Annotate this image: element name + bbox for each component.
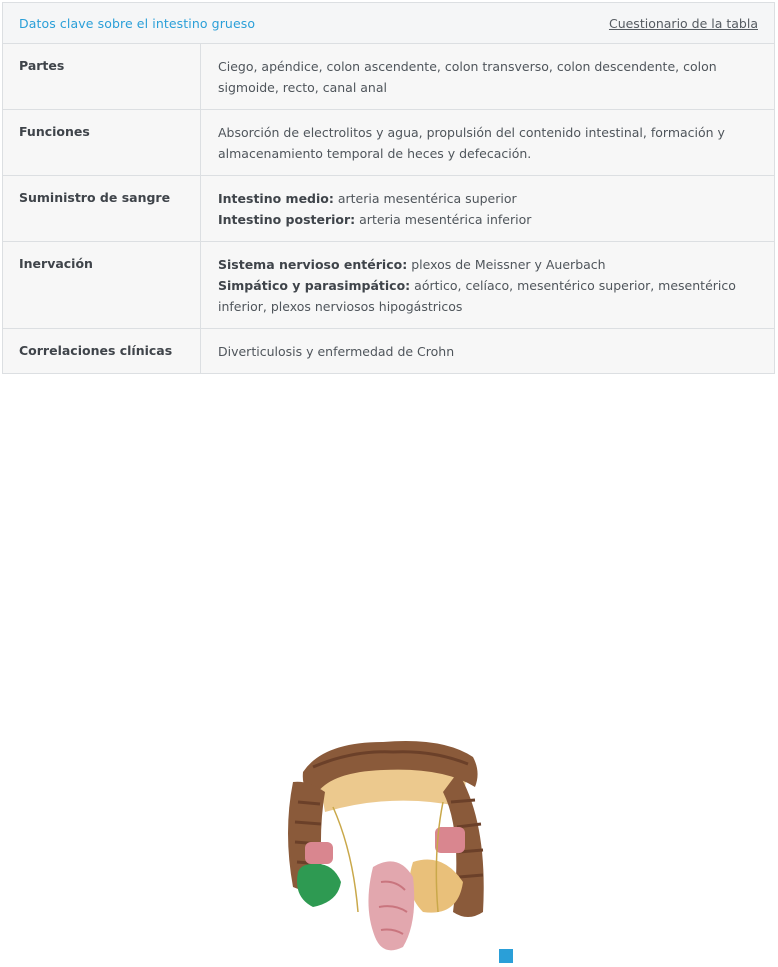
row-value-funciones xyxy=(201,110,774,175)
table-title: Datos clave sobre el intestino grueso xyxy=(19,15,256,31)
value-text: Ciego, apéndice, colon ascendente, colon transverso, colon descendente, colon sigmoide, recto, canal anal xyxy=(218,59,717,95)
value-text: aórtico, celíaco, mesentérico superior, mesentérico inferior, plexos nerviosos hipogástricos xyxy=(218,278,736,314)
table-row xyxy=(3,176,774,242)
value-term: Intestino posterior: xyxy=(218,212,356,227)
row-label-correlaciones: Correlaciones clínicas xyxy=(3,329,201,373)
value-text: Absorción de electrolitos y agua, propulsión del contenido intestinal, formación y almacenamiento temporal de heces y defecación. xyxy=(218,125,725,161)
value-term: Sistema nervioso entérico: xyxy=(218,257,408,272)
value-text: Diverticulosis y enfermedad de Crohn xyxy=(218,344,455,359)
value-term: Intestino medio: xyxy=(218,191,334,206)
value-text: arteria mesentérica inferior xyxy=(355,212,532,227)
row-value-correlaciones xyxy=(201,329,774,373)
large-intestine-drawing xyxy=(263,712,519,967)
value-text: plexos de Meissner y Auerbach xyxy=(407,257,606,272)
table-quiz-link[interactable]: Cuestionario de la tabla xyxy=(608,15,758,31)
value-line xyxy=(218,275,758,317)
table-row xyxy=(3,110,774,176)
key-facts-table xyxy=(2,2,775,374)
row-value-partes xyxy=(201,44,774,109)
table-row xyxy=(3,329,774,373)
value-line xyxy=(218,254,758,275)
row-label-partes: Partes xyxy=(3,44,201,109)
row-value-inervacion xyxy=(201,242,774,328)
row-label-suministro: Suministro de sangre xyxy=(3,176,201,241)
table-row xyxy=(3,242,774,329)
large-intestine-illustration xyxy=(263,712,519,967)
table-row xyxy=(3,44,774,110)
value-term: Simpático y parasimpático: xyxy=(218,278,411,293)
row-label-inervacion: Inervación xyxy=(3,242,201,328)
value-line xyxy=(218,209,758,230)
row-value-suministro xyxy=(201,176,774,241)
row-label-funciones: Funciones xyxy=(3,110,201,175)
brand-logo xyxy=(499,949,513,963)
table-header xyxy=(3,3,774,44)
value-text: arteria mesentérica superior xyxy=(333,191,517,206)
value-line xyxy=(218,188,758,209)
